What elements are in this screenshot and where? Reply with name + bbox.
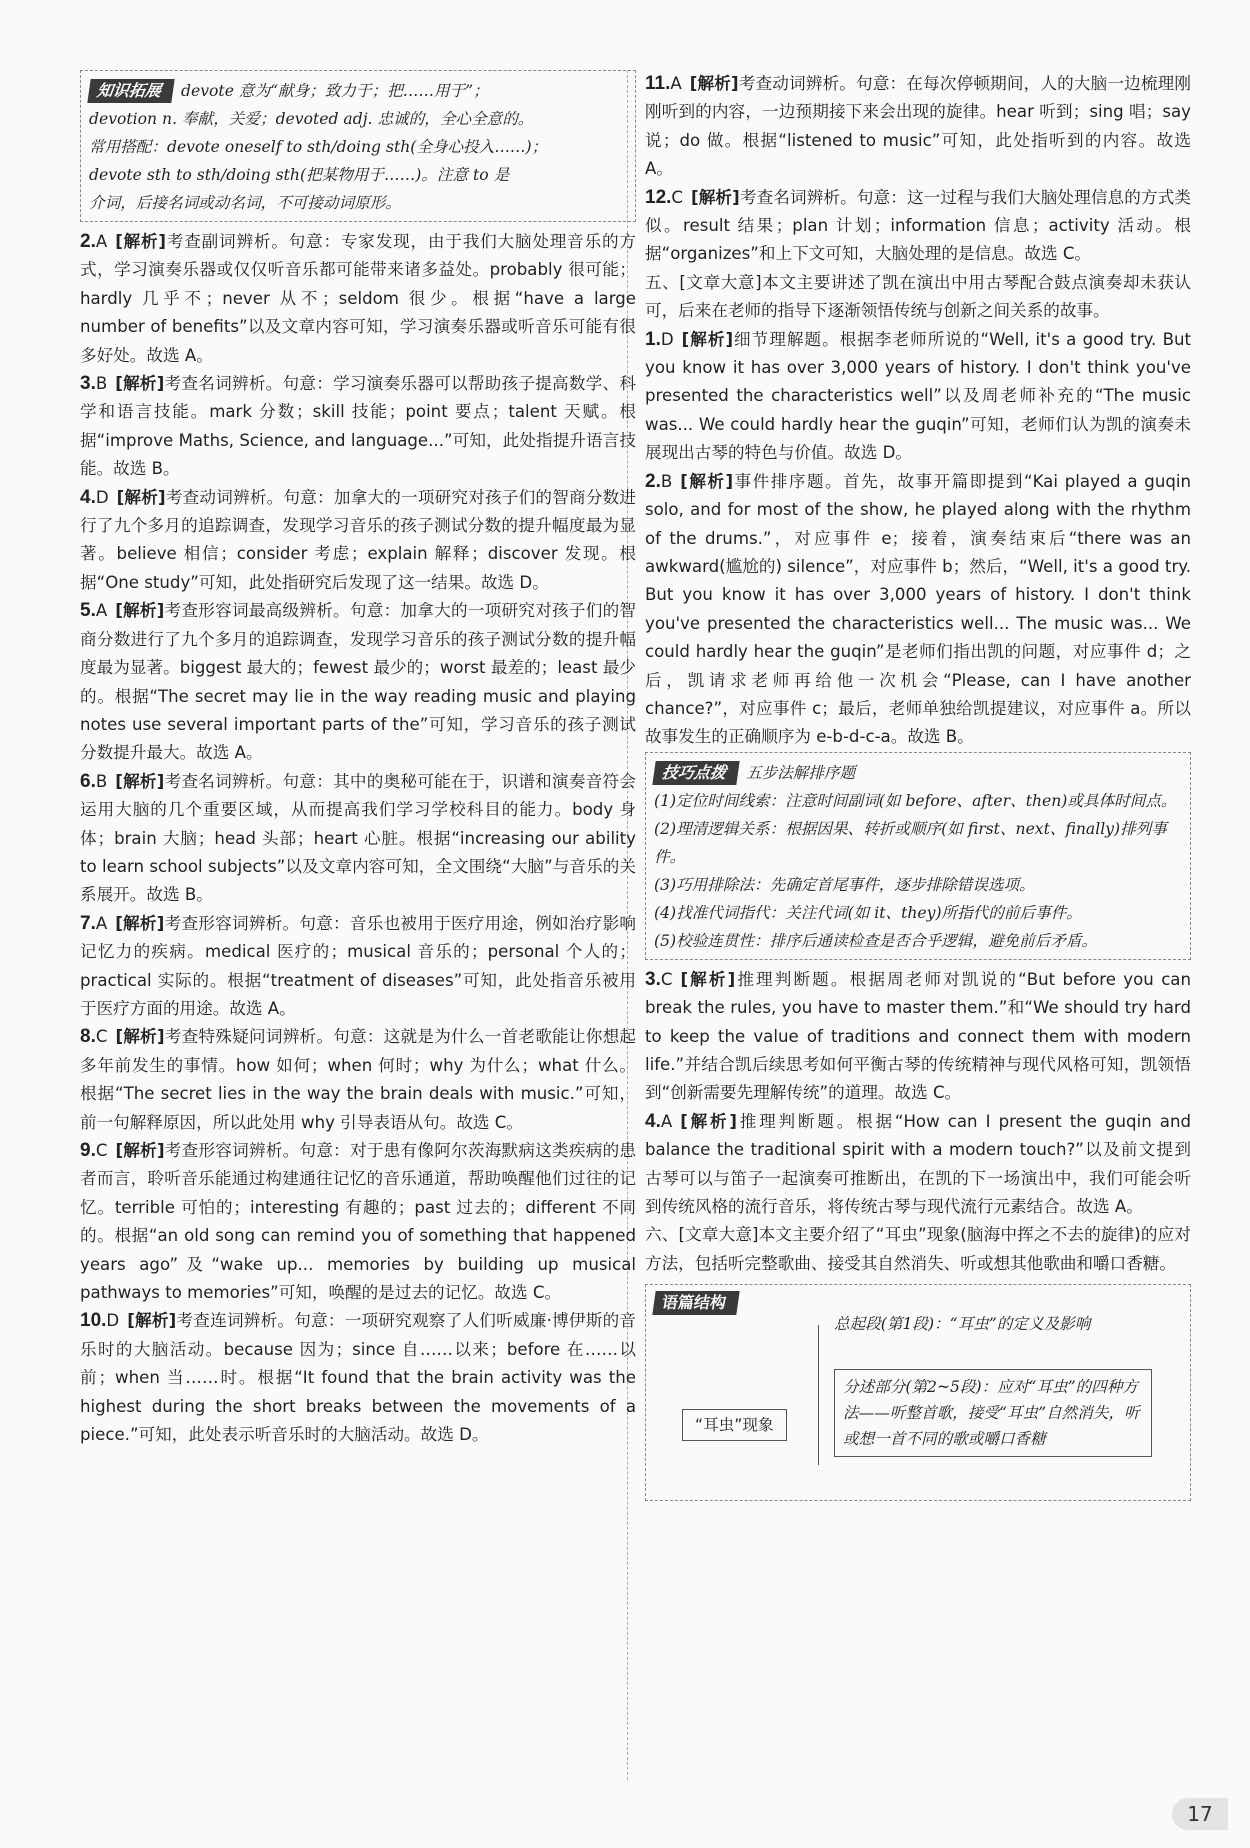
knowledge-line: 知识拓展 devote 意为“献身；致力于；把……用于”； xyxy=(89,77,627,105)
answer-item: 4.D [解析]考查动词辨析。句意：加拿大的一项研究对孩子们的智商分数进行了九个多月的追踪调查，发现学习音乐的孩子测试分数的提升幅度最为显著。believe 相信；consider 考虑；explain 解释；discover 发现。根据“One study”可知，此处指研究后发现了这一结果。故选 D。 xyxy=(80,486,637,592)
structure-intro: 总起段(第1段)：“耳虫”的定义及影响 xyxy=(834,1315,1091,1334)
knowledge-line: devote sth to sth/doing sth(把某物用于……)。注意 to 是 xyxy=(89,166,510,184)
right-column xyxy=(645,70,1191,1501)
answer-item: 1.D [解析]细节理解题。根据李老师所说的“Well, it's a good try. But you know it has over 3,000 years of history. I don't think you've presented the characteristics well”以及周老师补充的“The music was... We could hardly hear the guqin”可知，老师们认为凯的演奏未展现出古琴的特色与价值。故选 D。 xyxy=(645,328,1191,463)
answer-item: 12.C [解析]考查名词辨析。句意：这一过程与我们大脑处理信息的方式类似。result 结果；plan 计划；information 信息；activity 活动。根据“organizes”和上下文可知，大脑处理的是信息。故选 C。 xyxy=(645,186,1191,264)
tip-tag: 技巧点拨 xyxy=(652,761,739,785)
knowledge-tag: 知识拓展 xyxy=(87,79,174,103)
structure-diagram xyxy=(645,1284,1191,1501)
answer-item: 2.B [解析]事件排序题。首先，故事开篇即提到“Kai played a guqin solo, and for most of the show, he played along with the rhythm of the drums.”，对应事件 e；接着，演奏结束后“there was an awkward(尴尬的) silence”，对应事件 b；然后，“Well, it's a good try. But you know it has over 3,000 years of history. I don't think you've presented the characteristics well... The music was... We could hardly hear the guqin”是老师们指出凯的问题，对应事件 d；之后，凯请求老师再给他一次机会“Please, can I have another chance?”，对应事件 c；最后，老师单独给凯提建议，对应事件 a。所以故事发生的正确顺序为 e-b-d-c-a。故选 B。 xyxy=(645,470,1191,747)
knowledge-line: 介词，后接名词或动名词，不可接动词原形。 xyxy=(89,194,401,212)
answer-item: 11.A [解析]考查动词辨析。句意：在每次停顿期间，人的大脑一边梳理刚刚听到的内容，一边预期接下来会出现的旋律。hear 听到；sing 唱；say 说；do 做。根据“listened to music”可知，此处指听到的内容。故选 A。 xyxy=(645,73,1191,179)
answer-item: 2.A [解析]考查副词辨析。句意：专家发现，由于我们大脑处理音乐的方式，学习演奏乐器或仅仅听音乐都可能带来诸多益处。probably 很可能；hardly 几乎不；never 从不；seldom 很少。根据“have a large number of benefits”以及文章内容可知，学习演奏乐器或听音乐可能有很多好处。故选 A。 xyxy=(80,231,636,365)
knowledge-box xyxy=(80,70,636,222)
knowledge-line: devotion n. 奉献，关爱；devoted adj. 忠诚的，全心全意的。 xyxy=(89,110,534,128)
answer-item: 9.C [解析]考查形容词辨析。句意：对于患有像阿尔茨海默病这类疾病的患者而言，聆听音乐能通过构建通往记忆的音乐通道，帮助唤醒他们过往的记忆。terrible 可怕的；interesting 有趣的；past 过去的；different 不同的。根据“an old song can remind you of something that happened years ago”及“wake up... memories by building up musical pathways to memories”可知，唤醒的是过去的记忆。故选 C。 xyxy=(80,1140,637,1303)
answer-item: 7.A [解析]考查形容词辨析。句意：音乐也被用于医疗用途，例如治疗影响记忆力的疾病。medical 医疗的；musical 音乐的；personal 个人的；practical 实际的。根据“treatment of diseases”可知，此处指音乐被用于医疗方面的用途。故选 A。 xyxy=(80,912,637,1018)
answer-item: 3.C [解析]推理判断题。根据周老师对凯说的“But before you can break the rules, you have to master them.”和“We should try hard to keep the value of traditions and connect them with modern life.”并结合凯后续思考如何平衡古琴的传统精神与现代风格可知，凯领悟到“创新需要先理解传统”的道理。故选 C。 xyxy=(645,968,1191,1103)
structure-tag: 语篇结构 xyxy=(652,1291,739,1315)
structure-bracket-line xyxy=(818,1325,819,1465)
answer-item: 6.B [解析]考查名词辨析。句意：其中的奥秘可能在于，识谱和演奏音符会运用大脑的几个重要区域，从而提高我们学习学校科目的能力。body 身体；brain 大脑；head 头部；heart 心脏。根据“increasing our ability to learn school subjects”以及文章内容可知，全文围绕“大脑”与音乐的关系展开。故选 B。 xyxy=(80,770,636,905)
left-column xyxy=(80,70,636,1449)
tip-line: (2)理清逻辑关系：根据因果、转折或顺序(如 first、next、finally)排列事件。 xyxy=(654,819,1167,866)
page-number: 17 xyxy=(1172,1798,1228,1830)
tip-line: (1)定位时间线索：注意时间副词(如 before、after、then)或具体时间点。 xyxy=(654,791,1177,810)
tip-box xyxy=(645,752,1191,960)
answer-item: 4.A [解析]推理判断题。根据“How can I present the guqin and balance the traditional spirit with a modern touch?”以及前文提到古琴可以与笛子一起演奏可推断出，在凯的下一场演出中，我们可能会听到传统风格的流行音乐，将传统古琴与现代流行元素结合。故选 A。 xyxy=(645,1110,1192,1216)
knowledge-line: 常用搭配：devote oneself to sth/doing sth(全身心投入……)； xyxy=(89,138,548,156)
section-summary: 五、[文章大意]本文主要讲述了凯在演出中用古琴配合鼓点演奏却未获认可，后来在老师的指导下逐渐领悟传统与创新之间关系的故事。 xyxy=(645,272,1191,321)
tip-line: (4)找准代词指代：关注代词(如 it、they)所指代的前后事件。 xyxy=(654,903,1082,922)
answer-item: 3.B [解析]考查名词辨析。句意：学习演奏乐器可以帮助孩子提高数学、科学和语言技能。mark 分数；skill 技能；point 要点；talent 天赋。根据“improve Maths, Science, and language...”可知，此处指提升语言技能。故选 B。 xyxy=(80,373,636,479)
tip-heading: 技巧点拨 五步法解排序题 xyxy=(654,759,1182,787)
answer-item: 8.C [解析]考查特殊疑问词辨析。句意：这就是为什么一首老歌能让你想起多年前发生的事情。how 如何；when 何时；why 为什么；what 什么。根据“The secret lies in the way the brain deals with music.”可知，前一句解释原因，所以此处用 why 引导表语从句。故选 C。 xyxy=(80,1026,637,1132)
section-summary: 六、[文章大意]本文主要介绍了“耳虫”现象(脑海中挥之不去的旋律)的应对方法，包括听完整歌曲、接受其自然消失、听或想其他歌曲和嚼口香糖。 xyxy=(645,1225,1191,1273)
answer-item: 5.A [解析]考查形容词最高级辨析。句意：加拿大的一项研究对孩子们的智商分数进行了九个多月的追踪调查，发现学习音乐的孩子测试分数的提升幅度最为显著。biggest 最大的；fewest 最少的；worst 最差的；least 最少的。根据“The secret may lie in the way reading music and playing notes use several important parts of the”可知，学习音乐的孩子测试分数提升最大。故选 A。 xyxy=(80,600,637,763)
answer-item: 10.D [解析]考查连词辨析。句意：一项研究观察了人们听威廉·博伊斯的音乐时的大脑活动。because 因为；since 自……以来；before 在……以前；when 当……时。根据“It found that the brain activity was the highest during the short breaks between the movements of a piece.”可知，此处表示听音乐时的大脑活动。故选 D。 xyxy=(80,1310,636,1445)
structure-topic: “耳虫”现象 xyxy=(682,1409,787,1441)
tip-line: (5)校验连贯性：排序后通读检查是否合乎逻辑，避免前后矛盾。 xyxy=(654,931,1098,950)
structure-body: 分述部分(第2~5段)：应对“耳虫”的四种方法——听整首歌，接受“耳虫”自然消失，听或想一首不同的歌或嚼口香糖 xyxy=(834,1369,1152,1457)
tip-line: (3)巧用排除法：先确定首尾事件，逐步排除错误选项。 xyxy=(654,875,1035,894)
